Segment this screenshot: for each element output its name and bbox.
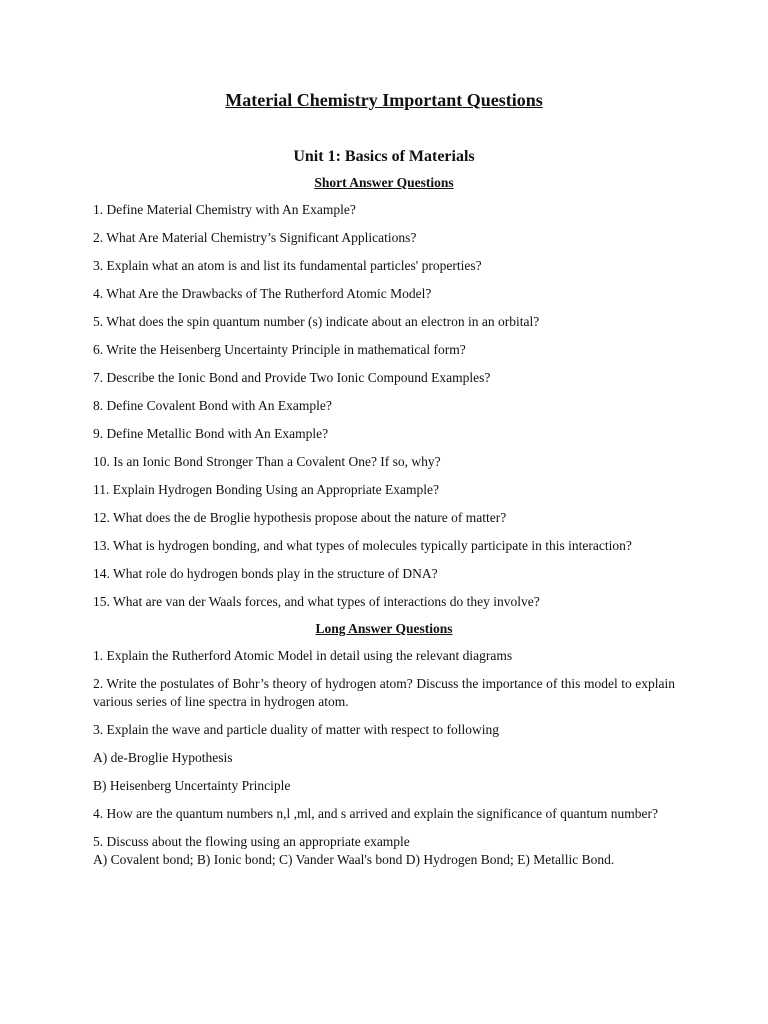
short-question: 4. What Are the Drawbacks of The Rutherford Atomic Model? <box>93 286 432 301</box>
short-question: 8. Define Covalent Bond with An Example? <box>93 398 332 413</box>
short-question: 11. Explain Hydrogen Bonding Using an Appropriate Example? <box>93 482 439 497</box>
long-question: 1. Explain the Rutherford Atomic Model in detail using the relevant diagrams <box>93 648 513 663</box>
short-question: 13. What is hydrogen bonding, and what types of molecules typically participate in this interaction? <box>93 538 632 553</box>
short-question: 14. What role do hydrogen bonds play in the structure of DNA? <box>93 566 438 581</box>
short-question: 9. Define Metallic Bond with An Example? <box>93 426 329 441</box>
short-question: 6. Write the Heisenberg Uncertainty Principle in mathematical form? <box>93 342 466 357</box>
long-question: 2. Write the postulates of Bohr’s theory of hydrogen atom? Discuss the importance of this model to explain various series of line spectra in hydrogen atom. <box>93 676 675 709</box>
short-question: 10. Is an Ionic Bond Stronger Than a Covalent One? If so, why? <box>93 454 441 469</box>
short-question: 15. What are van der Waals forces, and what types of interactions do they involve? <box>93 594 540 609</box>
short-question: 12. What does the de Broglie hypothesis propose about the nature of matter? <box>93 510 507 525</box>
long-question-subitem: B) Heisenberg Uncertainty Principle <box>93 778 291 793</box>
document-body <box>93 88 675 869</box>
short-question: 1. Define Material Chemistry with An Example? <box>93 202 356 217</box>
long-question: 4. How are the quantum numbers n,l ,ml, and s arrived and explain the significance of quantum number? <box>93 806 658 821</box>
short-question: 3. Explain what an atom is and list its fundamental particles' properties? <box>93 258 482 273</box>
long-question: 5. Discuss about the flowing using an appropriate example <box>93 834 410 849</box>
document-title: Material Chemistry Important Questions <box>225 90 543 110</box>
short-question: 5. What does the spin quantum number (s) indicate about an electron in an orbital? <box>93 314 540 329</box>
long-question: 3. Explain the wave and particle duality of matter with respect to following <box>93 722 500 737</box>
long-question-subitem: A) Covalent bond; B) Ionic bond; C) Vander Waal's bond D) Hydrogen Bond; E) Metallic Bond. <box>93 852 615 867</box>
long-question-subitem: A) de-Broglie Hypothesis <box>93 750 233 765</box>
short-answer-heading: Short Answer Questions <box>314 175 454 190</box>
short-question: 2. What Are Material Chemistry’s Significant Applications? <box>93 230 417 245</box>
long-question-list <box>93 647 675 869</box>
short-question: 7. Describe the Ionic Bond and Provide Two Ionic Compound Examples? <box>93 370 491 385</box>
unit-title: Unit 1: Basics of Materials <box>293 148 475 165</box>
short-question-list <box>93 201 675 611</box>
long-answer-heading: Long Answer Questions <box>315 621 453 636</box>
